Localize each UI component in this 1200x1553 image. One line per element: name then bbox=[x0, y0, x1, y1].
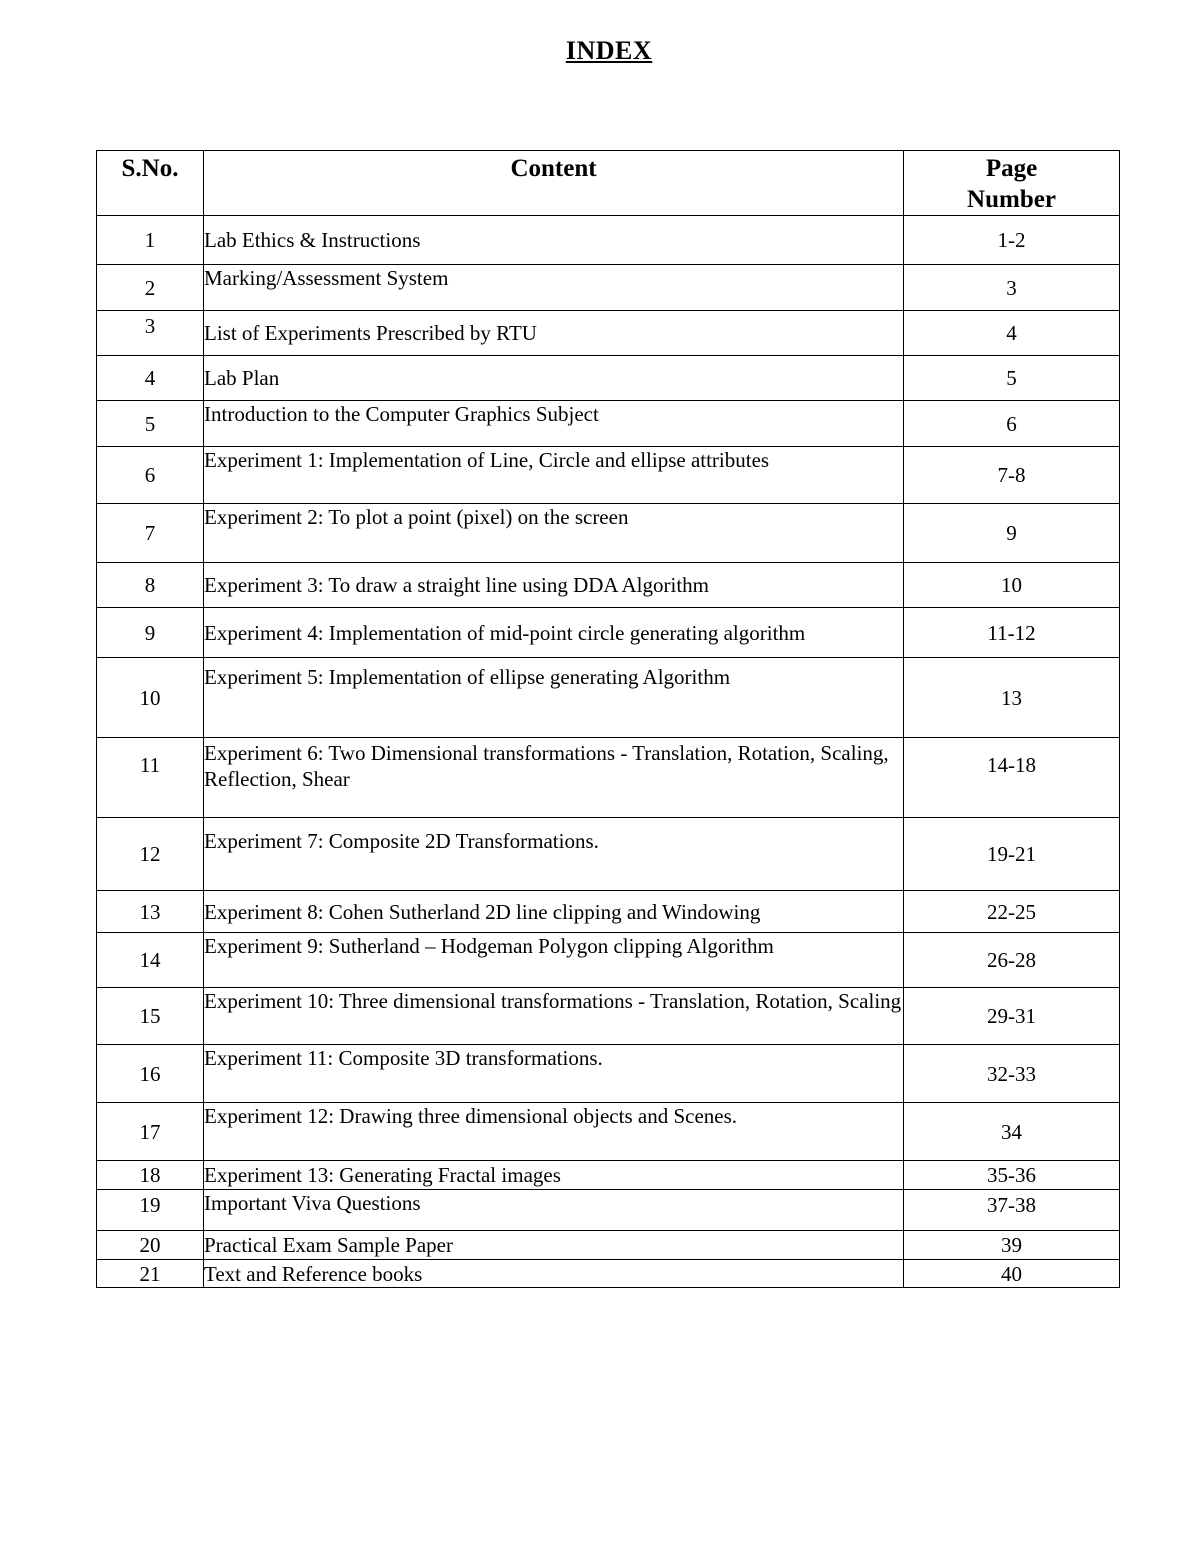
row-sno: 19 bbox=[97, 1190, 204, 1231]
row-sno: 3 bbox=[97, 311, 204, 356]
header-page-number: Page Number bbox=[904, 151, 1120, 216]
row-content: List of Experiments Prescribed by RTU bbox=[204, 311, 904, 356]
row-page: 35-36 bbox=[904, 1161, 1120, 1190]
row-page: 11-12 bbox=[904, 608, 1120, 658]
row-sno: 11 bbox=[97, 738, 204, 818]
row-content: Important Viva Questions bbox=[204, 1190, 904, 1231]
row-sno: 1 bbox=[97, 216, 204, 265]
row-page: 10 bbox=[904, 563, 1120, 608]
row-content: Experiment 12: Drawing three dimensional objects and Scenes. bbox=[204, 1103, 904, 1161]
table-row bbox=[97, 738, 1120, 818]
row-content: Experiment 2: To plot a point (pixel) on the screen bbox=[204, 504, 904, 563]
table-row bbox=[97, 1190, 1120, 1231]
table-row bbox=[97, 1161, 1120, 1190]
row-content: Lab Plan bbox=[204, 356, 904, 401]
row-page: 34 bbox=[904, 1103, 1120, 1161]
row-sno: 18 bbox=[97, 1161, 204, 1190]
row-sno: 7 bbox=[97, 504, 204, 563]
row-content: Experiment 11: Composite 3D transformations. bbox=[204, 1045, 904, 1103]
row-sno: 17 bbox=[97, 1103, 204, 1161]
row-sno: 9 bbox=[97, 608, 204, 658]
table-row bbox=[97, 356, 1120, 401]
row-page: 26-28 bbox=[904, 933, 1120, 988]
row-content: Experiment 13: Generating Fractal images bbox=[204, 1161, 904, 1190]
row-page: 40 bbox=[904, 1260, 1120, 1288]
header-sno: S.No. bbox=[97, 151, 204, 216]
row-content: Experiment 7: Composite 2D Transformations. bbox=[204, 818, 904, 891]
row-content: Experiment 10: Three dimensional transformations - Translation, Rotation, Scaling bbox=[204, 988, 904, 1045]
row-page: 7-8 bbox=[904, 447, 1120, 504]
row-content: Experiment 9: Sutherland – Hodgeman Polygon clipping Algorithm bbox=[204, 933, 904, 988]
table-row bbox=[97, 608, 1120, 658]
row-content: Experiment 3: To draw a straight line using DDA Algorithm bbox=[204, 563, 904, 608]
header-content: Content bbox=[204, 151, 904, 216]
row-sno: 15 bbox=[97, 988, 204, 1045]
row-page: 32-33 bbox=[904, 1045, 1120, 1103]
row-page: 13 bbox=[904, 658, 1120, 738]
row-sno: 6 bbox=[97, 447, 204, 504]
row-content: Text and Reference books bbox=[204, 1260, 904, 1288]
row-content: Marking/Assessment System bbox=[204, 265, 904, 311]
row-content: Lab Ethics & Instructions bbox=[204, 216, 904, 265]
row-page: 39 bbox=[904, 1231, 1120, 1260]
row-sno: 16 bbox=[97, 1045, 204, 1103]
row-sno: 14 bbox=[97, 933, 204, 988]
row-sno: 12 bbox=[97, 818, 204, 891]
row-sno: 4 bbox=[97, 356, 204, 401]
table-row bbox=[97, 1045, 1120, 1103]
row-page: 9 bbox=[904, 504, 1120, 563]
table-row bbox=[97, 891, 1120, 933]
table-row bbox=[97, 1231, 1120, 1260]
row-page: 1-2 bbox=[904, 216, 1120, 265]
table-row bbox=[97, 447, 1120, 504]
table-row bbox=[97, 1103, 1120, 1161]
row-page: 29-31 bbox=[904, 988, 1120, 1045]
row-content: Introduction to the Computer Graphics Subject bbox=[204, 401, 904, 447]
row-page: 19-21 bbox=[904, 818, 1120, 891]
row-sno: 5 bbox=[97, 401, 204, 447]
row-sno: 20 bbox=[97, 1231, 204, 1260]
table-row bbox=[97, 504, 1120, 563]
table-row bbox=[97, 818, 1120, 891]
row-page: 37-38 bbox=[904, 1190, 1120, 1231]
row-content: Experiment 4: Implementation of mid-point circle generating algorithm bbox=[204, 608, 904, 658]
table-row bbox=[97, 216, 1120, 265]
table-row bbox=[97, 563, 1120, 608]
row-page: 22-25 bbox=[904, 891, 1120, 933]
table-row bbox=[97, 401, 1120, 447]
row-content: Experiment 6: Two Dimensional transformations - Translation, Rotation, Scaling, Reflection, Shear bbox=[204, 738, 904, 818]
index-table bbox=[96, 150, 1120, 1288]
row-content: Experiment 1: Implementation of Line, Circle and ellipse attributes bbox=[204, 447, 904, 504]
row-content: Experiment 8: Cohen Sutherland 2D line clipping and Windowing bbox=[204, 891, 904, 933]
page-title: INDEX bbox=[565, 36, 653, 65]
table-row bbox=[97, 1260, 1120, 1288]
row-sno: 13 bbox=[97, 891, 204, 933]
row-content: Experiment 5: Implementation of ellipse generating Algorithm bbox=[204, 658, 904, 738]
row-page: 5 bbox=[904, 356, 1120, 401]
table-row bbox=[97, 933, 1120, 988]
row-content: Practical Exam Sample Paper bbox=[204, 1231, 904, 1260]
table-row bbox=[97, 265, 1120, 311]
row-sno: 10 bbox=[97, 658, 204, 738]
row-sno: 2 bbox=[97, 265, 204, 311]
table-row bbox=[97, 658, 1120, 738]
table-row bbox=[97, 988, 1120, 1045]
header-row bbox=[97, 151, 1120, 216]
row-page: 3 bbox=[904, 265, 1120, 311]
row-page: 6 bbox=[904, 401, 1120, 447]
row-page: 4 bbox=[904, 311, 1120, 356]
row-sno: 8 bbox=[97, 563, 204, 608]
row-page: 14-18 bbox=[904, 738, 1120, 818]
table-row bbox=[97, 311, 1120, 356]
row-sno: 21 bbox=[97, 1260, 204, 1288]
